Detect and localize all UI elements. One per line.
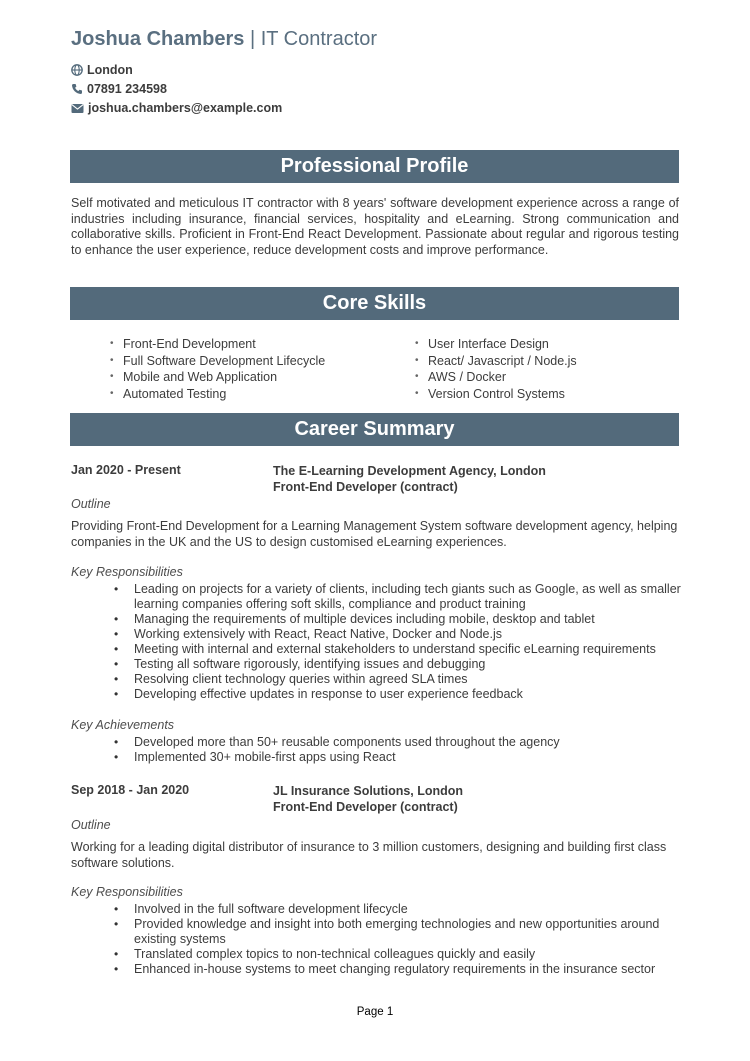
job-dates: Sep 2018 - Jan 2020 <box>71 783 190 797</box>
title-separator: | <box>244 28 261 50</box>
section-header-skills: Core Skills <box>70 287 679 320</box>
list-item: • Testing all software rigorously, identifying issues and debugging <box>114 657 694 672</box>
envelope-icon <box>71 103 84 114</box>
list-item: • Enhanced in-house systems to meet changing regulatory requirements in the insurance sector <box>114 962 694 977</box>
list-item: • Provided knowledge and insight into both emerging technologies and new opportunities around existing systems <box>114 917 694 947</box>
job-outline: Providing Front-End Development for a Learning Management System software development agency, helping companies in the UK and the US to design customised eLearning experiences. <box>71 519 678 549</box>
skill-item: • Front-End Development <box>110 336 325 353</box>
section-header-career: Career Summary <box>70 413 679 446</box>
candidate-role: IT Contractor <box>260 28 378 50</box>
contact-email[interactable] <box>71 101 282 115</box>
list-item: • Resolving client technology queries within agreed SLA times <box>114 672 694 687</box>
contact-location <box>71 63 133 77</box>
job-role: Front-End Developer (contract) <box>273 480 458 494</box>
profile-text: Self motivated and meticulous IT contractor with 8 years' software development experience across a range of industries including insurance, financial services, hospitality and eLearning. Strong communication and collaborative skills. Proficient in Front-End React Development. Passionate about regular and rigorous testing to enhance the user experience, reduce development costs and improve performance. <box>71 196 679 257</box>
list-item: • Managing the requirements of multiple devices including mobile, desktop and tablet <box>114 612 694 627</box>
list-item: • Developing effective updates in response to user experience feedback <box>114 687 694 702</box>
page-title <box>71 28 377 51</box>
job-role: Front-End Developer (contract) <box>273 800 458 814</box>
globe-icon <box>71 64 83 76</box>
list-item: • Working extensively with React, React Native, Docker and Node.js <box>114 627 694 642</box>
skill-item: • Automated Testing <box>110 386 325 403</box>
section-header-profile: Professional Profile <box>70 150 679 183</box>
location-text: London <box>87 63 133 77</box>
list-item: • Meeting with internal and external stakeholders to understand specific eLearning requirements <box>114 642 694 657</box>
skill-item: • Version Control Systems <box>415 386 577 403</box>
job-outline: Working for a leading digital distributor of insurance to 3 million customers, designing and building first class software solutions. <box>71 840 667 870</box>
phone-icon <box>71 83 83 95</box>
page-number: Page 1 <box>356 1006 394 1018</box>
list-item: • Translated complex topics to non-technical colleagues quickly and easily <box>114 947 694 962</box>
candidate-name: Joshua Chambers <box>71 28 245 50</box>
outline-label: Outline <box>71 497 111 511</box>
achievements-label: Key Achievements <box>71 718 175 732</box>
list-item: • Implemented 30+ mobile-first apps using React <box>114 750 694 765</box>
list-item: • Developed more than 50+ reusable components used throughout the agency <box>114 735 694 750</box>
list-item: • Involved in the full software development lifecycle <box>114 902 694 917</box>
responsibilities-label: Key Responsibilities <box>71 885 183 899</box>
job-company: The E-Learning Development Agency, London <box>273 464 546 478</box>
skill-item: • AWS / Docker <box>415 369 577 386</box>
job-company: JL Insurance Solutions, London <box>273 784 464 798</box>
outline-label: Outline <box>71 818 111 832</box>
list-item: • Leading on projects for a variety of clients, including tech giants such as Google, as well as smaller learning companies offering soft skills, compliance and product training <box>114 582 694 612</box>
job-dates: Jan 2020 - Present <box>71 463 181 477</box>
responsibilities-list <box>114 902 694 977</box>
skill-item: • Full Software Development Lifecycle <box>110 353 325 370</box>
skill-item: • Mobile and Web Application <box>110 369 325 386</box>
achievements-list <box>114 735 694 765</box>
email-text[interactable]: joshua.chambers@example.com <box>88 101 283 115</box>
skills-list-right <box>415 336 577 402</box>
skills-list-left <box>110 336 325 402</box>
skill-item: • User Interface Design <box>415 336 577 353</box>
skill-item: • React/ Javascript / Node.js <box>415 353 577 370</box>
contact-phone <box>71 82 167 96</box>
phone-text: 07891 234598 <box>87 82 167 96</box>
responsibilities-list <box>114 582 694 702</box>
responsibilities-label: Key Responsibilities <box>71 565 183 579</box>
